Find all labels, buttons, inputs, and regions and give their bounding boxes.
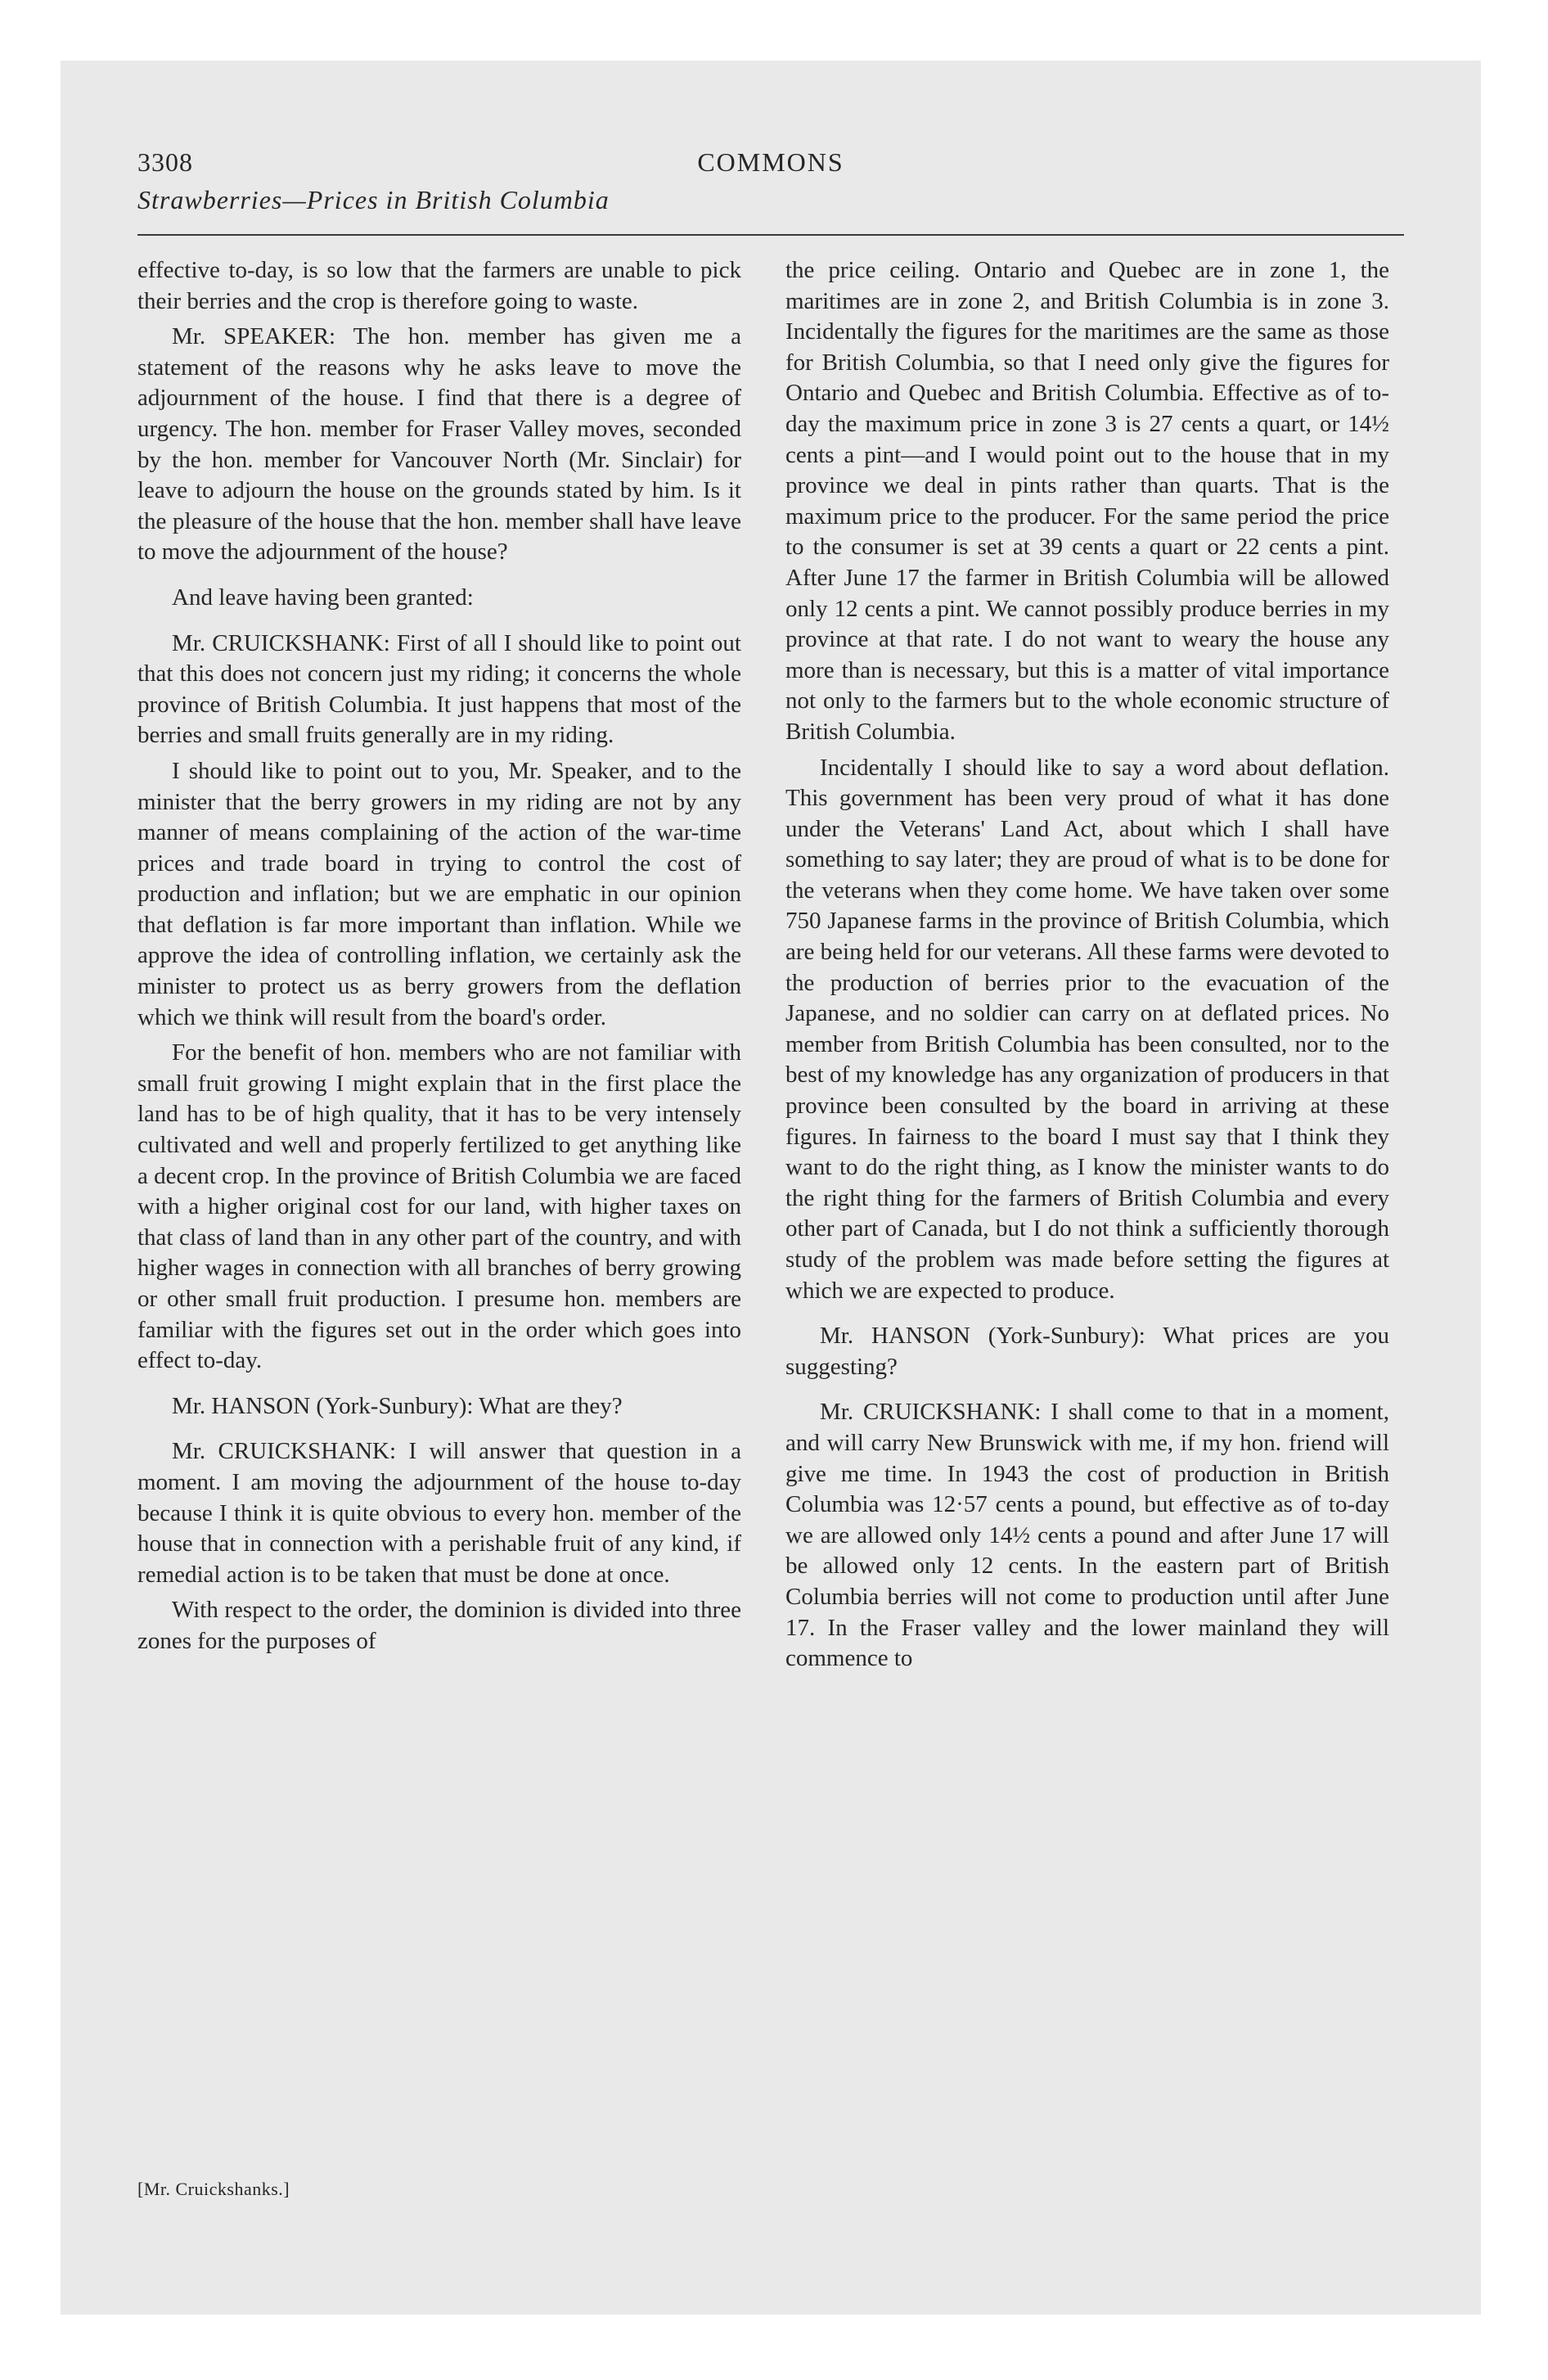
paragraph: Mr. CRUICKSHANK: I will answer that question in a moment. I am moving the adjournment of the house to-day because I think it is quite obvious to every hon. member of the house that in connection with a perishable fruit of any kind, if remedial action is to be taken that must be done at once. xyxy=(137,1438,741,1588)
paragraph: Mr. CRUICKSHANK: I shall come to that in a moment, and will carry New Brunswick with me, if my hon. friend will give me time. In 1943 the cost of production in British Columbia was 12·57 cents a pound, but effective as of to-day we are allowed only 14½ cents a pound and after June 17 will be allowed only 12 cents. In the eastern part of British Columbia berries will not come to production until after June 17. In the Fraser valley and the lower mainland they will commence to xyxy=(785,1399,1389,1672)
section-subtitle: Strawberries—Prices in British Columbia xyxy=(137,185,610,214)
running-title: COMMONS xyxy=(697,147,844,177)
paragraph: Mr. HANSON (York-Sunbury): What prices are you suggesting? xyxy=(785,1323,1389,1380)
header-rule xyxy=(137,234,1404,236)
right-column xyxy=(785,255,1389,1679)
left-column xyxy=(137,255,741,1662)
paragraph: For the benefit of hon. members who are not familiar with small fruit growing I might explain that in the first place the land has to be of high quality, that it has to be very intensely cultivated and well and properly fertilized to get anything like a decent crop. In the province of British Columbia we are faced with a higher original cost for our land, with higher taxes on that class of land than in any other part of the country, and with higher wages in connection with all branches of berry growing or other small fruit production. I presume hon. members are familiar with the figures set out in the order which goes into effect to-day. xyxy=(137,1039,741,1374)
document-page xyxy=(61,61,1481,2315)
paragraph: Mr. HANSON (York-Sunbury): What are they? xyxy=(172,1392,623,1419)
paragraph: Mr. SPEAKER: The hon. member has given me a statement of the reasons why he asks leave to move the adjournment of the house. I find that there is a degree of urgency. The hon. member for Fraser Valley moves, seconded by the hon. member for Vancouver North (Mr. Sinclair) for leave to adjourn the house on the grounds stated by him. Is it the pleasure of the house that the hon. member shall have leave to move the adjournment of the house? xyxy=(137,323,741,566)
paragraph: I should like to point out to you, Mr. Speaker, and to the minister that the berry growers in my riding are not by any manner of means complaining of the action of the war-time prices and trade board in trying to control the cost of production and inflation; but we are emphatic in our opinion that deflation is far more important than inflation. While we approve the idea of controlling inflation, we certainly ask the minister to protect us as berry growers from the deflation which we think will result from the board's order. xyxy=(137,757,741,1030)
paragraph: the price ceiling. Ontario and Quebec are in zone 1, the maritimes are in zone 2, and British Columbia is in zone 3. Incidentally the figures for the maritimes are the same as those for British Columbia, so that I need only give the figures for Ontario and Quebec and British Columbia. Effective as of to-day the maximum price in zone 3 is 27 cents a quart, or 14½ cents a pint—and I would point out to the house that in my province we deal in pints rather than quarts. That is the maximum price to the producer. For the same period the price to the consumer is set at 39 cents a quart or 22 cents a pint. After June 17 the farmer in British Columbia will be allowed only 12 cents a pint. We cannot possibly produce berries in my province at that rate. I do not want to weary the house any more than is necessary, but this is a matter of vital importance not only to the farmers but to the whole economic structure of British Columbia. xyxy=(785,257,1389,745)
footer-speaker-note: [Mr. Cruickshanks.] xyxy=(137,2179,290,2199)
page-number: 3308 xyxy=(137,147,193,177)
paragraph: Mr. CRUICKSHANK: First of all I should like to point out that this does not concern just my riding; it concerns the whole province of British Columbia. It just happens that most of the berries and small fruits generally are in my riding. xyxy=(137,629,741,749)
paragraph: effective to-day, is so low that the farmers are unable to pick their berries and the crop is therefore going to waste. xyxy=(137,257,741,314)
paragraph: With respect to the order, the dominion is divided into three zones for the purposes of xyxy=(137,1597,741,1654)
paragraph: And leave having been granted: xyxy=(172,584,474,611)
paragraph: Incidentally I should like to say a word about deflation. This government has been very proud of what it has done under the Veterans' Land Act, about which I shall have something to say later; they are proud of what is to be done for the veterans when they come home. We have taken over some 750 Japanese farms in the province of British Columbia, which are being held for our veterans. All these farms were devoted to the production of berries prior to the evacuation of the Japanese, and no soldier can carry on at deflated prices. No member from British Columbia has been consulted, nor to the best of my knowledge has any organization of producers in that province been consulted by the board in arriving at these figures. In fairness to the board I must say that I think they want to do the right thing, as I know the minister wants to do the right thing for the farmers of British Columbia and every other part of Canada, but I do not think a sufficiently thorough study of the problem was made before setting the figures at which we are expected to produce. xyxy=(785,754,1389,1304)
